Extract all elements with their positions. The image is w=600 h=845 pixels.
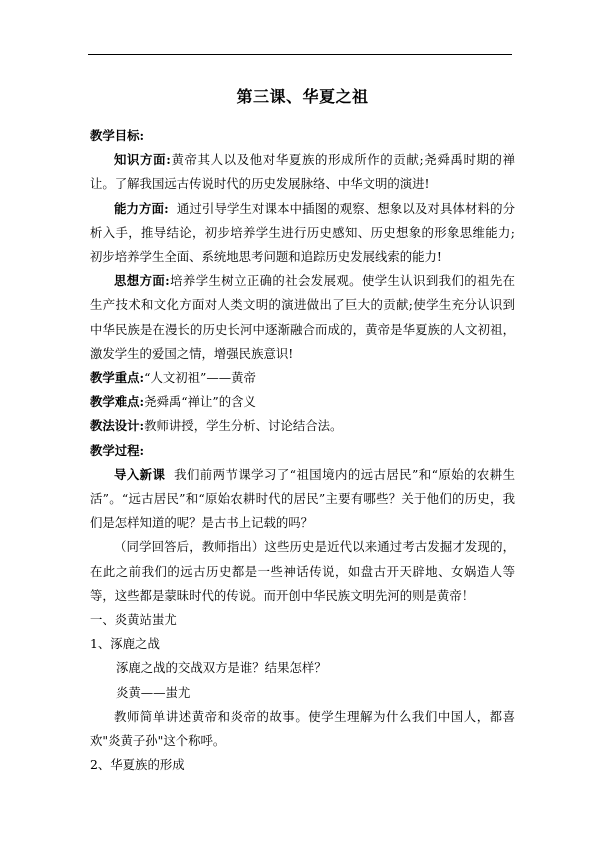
intro-label: 导入新课 [114,466,166,482]
knowledge-text: 黄帝其人以及他对华夏族的形成所作的贡献;尧舜禹时期的禅让。了解我国远古传说时代的历史发展脉络、中华文明的演进! [90,152,515,192]
ability-paragraph [90,197,515,270]
story-paragraph: 教师简单讲述黄帝和炎帝的故事。使学生理解为什么我们中国人，都喜欢"炎黄子孙"这个称呼。 [90,708,515,749]
header-rule [88,54,512,55]
key-point-text: “人文初祖”——黄帝 [144,370,256,386]
difficulty-line [90,390,515,414]
thought-text: 培养学生树立正确的社会发展观。使学生认识到我们的祖先在生产技术和文化方面对人类文明的演进做出了巨大的贡献;使学生充分认识到中华民族是在漫长的历史长河中逐渐融合而成的，黄帝是华夏族的人文初祖，激发学生的爱国之情，增强民族意识! [90,273,516,361]
ability-text: 通过引导学生对课本中插图的观察、想象以及对具体材料的分析入手，推导结论，初步培养学生进行历史感知、历史想象的形象思维能力;初步培养学生全面、系统地思考问题和追踪历史发展线索的能力! [90,200,515,265]
sides-line: 炎黄——蚩尤 [116,684,191,700]
process-heading: 教学过程: [90,442,145,458]
ability-label: 能力方面: [114,200,169,216]
question-line: 涿鹿之战的交战双方是谁？结果怎样？ [116,660,327,676]
thought-paragraph [90,269,515,366]
thought-label: 思想方面: [114,273,170,289]
section-heading-1: 一、炎黄站蚩尤 [90,612,177,628]
method-text: 教师讲授，学生分析、讨论结合法。 [144,418,343,434]
answer-paragraph: （同学回答后，教师指出）这些历史是近代以来通过考古发掘才发现的，在此之前我们的远古历史都是一些神话传说，如盘古开天辟地、女娲造人等等，这些都是蒙昧时代的传说。而开创中华民族文明先河的则是黄帝！ [90,539,515,603]
difficulty-text: 尧舜禹“禅让”的含义 [144,394,256,410]
method-label: 教法设计: [90,418,145,434]
method-line [90,414,515,438]
key-point-line [90,366,515,390]
page-title: 第三课、华夏之祖 [236,87,369,106]
key-point-label: 教学重点: [90,370,145,386]
item-heading-1: 1、涿鹿之战 [90,636,160,652]
item-heading-2: 2、华夏族的形成 [90,757,185,773]
goals-heading: 教学目标: [90,128,145,143]
knowledge-label: 知识方面: [114,152,171,168]
intro-text: 我们前两节课学习了“祖国境内的远古居民”和“原始的农耕生活”。“远古居民”和“原始农耕时代的居民”主要有哪些？关于他们的历史，我们是怎样知道的呢？是古书上记载的吗？ [90,466,515,531]
document-body [90,86,515,777]
knowledge-paragraph [90,148,515,196]
difficulty-label: 教学难点: [90,394,145,410]
intro-paragraph [90,463,515,536]
